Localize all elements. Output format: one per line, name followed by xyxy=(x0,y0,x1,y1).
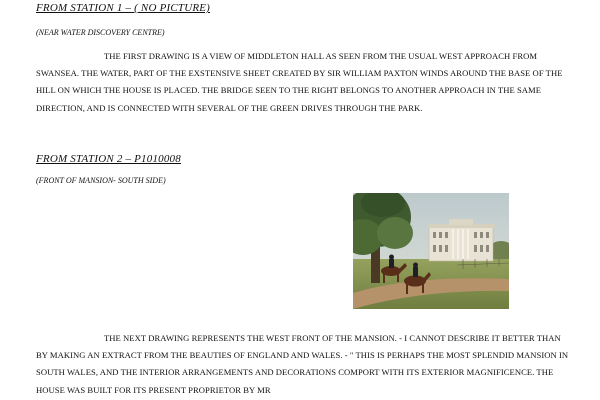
station1-subheading: (NEAR WATER DISCOVERY CENTRE) xyxy=(36,28,165,37)
station2-heading: FROM STATION 2 – P1010008 xyxy=(36,153,181,165)
mansion-painting-image xyxy=(353,193,509,309)
painting-of-mansion-with-horse-riders-icon xyxy=(353,193,509,309)
station1-paragraph: THE FIRST DRAWING IS A VIEW OF MIDDLETON HALL AS SEEN FROM THE USUAL WEST APPROACH FROM SWANSEA. THE WATER, PART OF THE EXSTENSIVE SHEET CREATED BY SIR WILLIAM PAXTON WINDS AROUND THE BASE OF THE HILL ON WHICH THE HOUSE IS PLACED. THE BRIDGE SEEN TO THE RIGHT BELONGS TO ANOTHER APPROACH IN THE SAME DIRECTION, AND IS CONNECTED WITH SEVERAL OF THE GREEN DRIVES THROUGH THE PARK. xyxy=(36,51,563,113)
station2-subheading: (FRONT OF MANSION- SOUTH SIDE) xyxy=(36,176,166,185)
station2-paragraph: THE NEXT DRAWING REPRESENTS THE WEST FRONT OF THE MANSION. - I CANNOT DESCRIBE IT BETTER THAN BY MAKING AN EXTRACT FROM THE BEAUTIES OF ENGLAND AND WALES. - " THIS IS PERHAPS THE MOST SPLENDID MANSION IN SOUTH WALES, AND THE INTERIOR ARRANGEMENTS AND DECORATIONS COMPORT WITH ITS EXTERIOR MAGNIFICENCE. THE HOUSE WAS BUILT FOR ITS PRESENT PROPRIETOR BY MR xyxy=(36,333,569,395)
station1-heading: FROM STATION 1 – ( NO PICTURE) xyxy=(36,2,211,14)
